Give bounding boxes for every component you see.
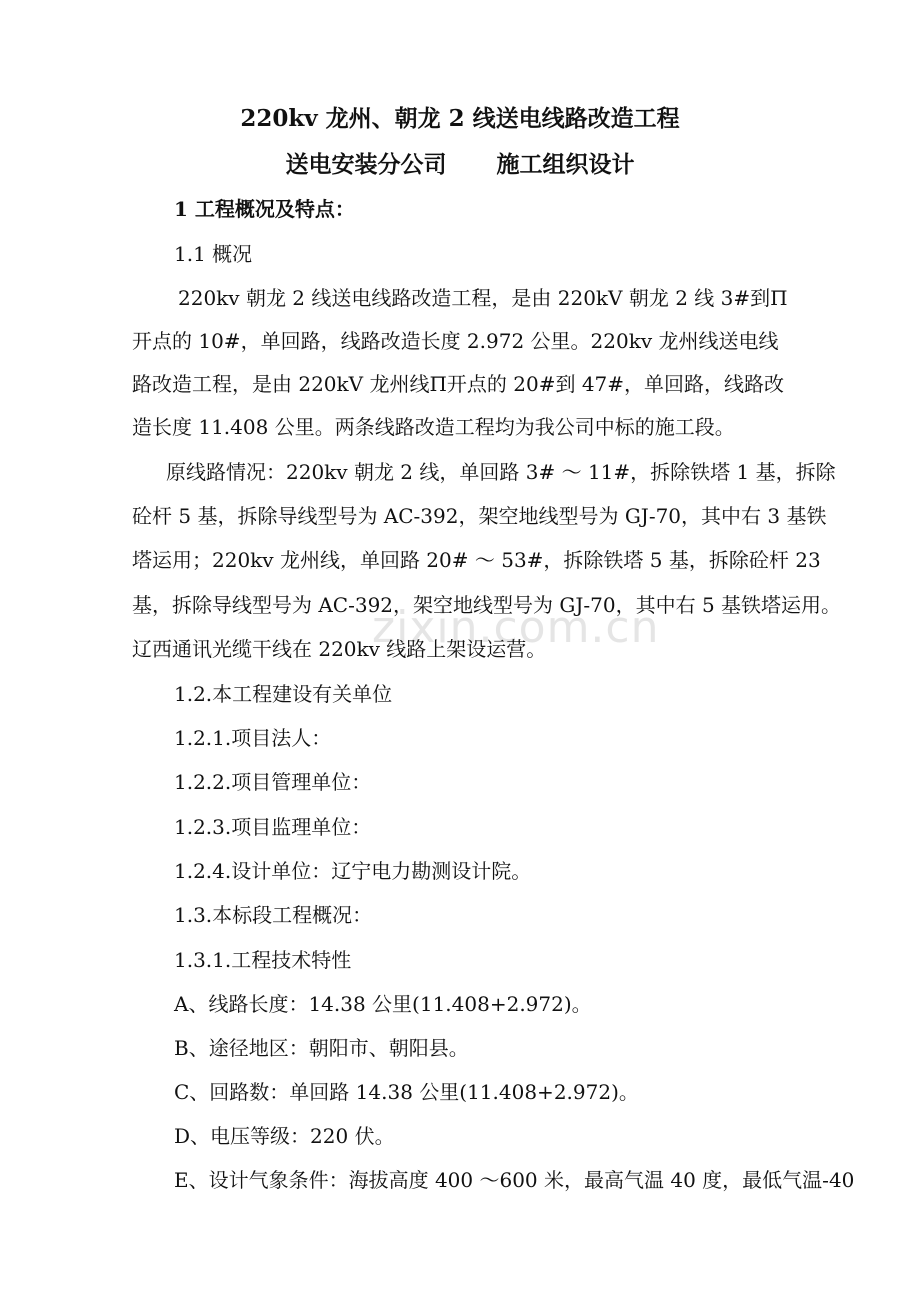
subtitle-company: 送电安装分公司	[285, 151, 447, 178]
paragraph-line: 基，拆除导线型号为 AC-392，架空地线型号为 GJ-70，其中右 5 基铁塔运用。	[132, 593, 842, 617]
paragraph-line: 220kv 朝龙 2 线送电线路改造工程，是由 220kV 朝龙 2 线 3#到Π	[178, 286, 788, 310]
subtitle-doc-type: 施工组织设计	[496, 151, 635, 178]
subsection-heading: 1.1 概况	[174, 242, 253, 266]
list-item: 1.2.2.项目管理单位：	[174, 770, 372, 794]
list-item: C、回路数：单回路 14.38 公里(11.408+2.972)。	[174, 1080, 639, 1104]
paragraph-line: 路改造工程，是由 220kV 龙州线Π开点的 20#到 47#，单回路，线路改	[132, 372, 785, 396]
list-item: 1.2.1.项目法人：	[174, 726, 332, 750]
list-item: 1.2.3.项目监理单位：	[174, 815, 372, 839]
list-item: E、设计气象条件：海拔高度 400 ～600 米，最高气温 40 度，最低气温-40	[174, 1168, 855, 1192]
paragraph-line: 造长度 11.408 公里。两条线路改造工程均为我公司中标的施工段。	[132, 415, 735, 439]
document-title: 220kv 龙州、朝龙 2 线送电线路改造工程	[240, 105, 680, 132]
paragraph-line: 砼杆 5 基，拆除导线型号为 AC-392，架空地线型号为 GJ-70，其中右 3 基铁	[132, 504, 827, 528]
document-subtitle	[0, 146, 920, 179]
paragraph-line: 开点的 10#，单回路，线路改造长度 2.972 公里。220kv 龙州线送电线	[132, 329, 779, 353]
list-item: D、电压等级：220 伏。	[174, 1124, 395, 1148]
watermark: zixin.com.cn	[372, 602, 660, 653]
list-item: 1.2.4.设计单位：辽宁电力勘测设计院。	[174, 859, 532, 883]
paragraph-line: 塔运用；220kv 龙州线，单回路 20# ～ 53#，拆除铁塔 5 基，拆除砼杆 23	[132, 548, 821, 572]
paragraph-line: 原线路情况：220kv 朝龙 2 线，单回路 3# ～ 11#，拆除铁塔 1 基，拆除	[166, 460, 836, 484]
list-item: A、线路长度：14.38 公里(11.408+2.972)。	[174, 992, 592, 1016]
list-item: 1.3.1.工程技术特性	[174, 948, 352, 972]
list-item: 1.3.本标段工程概况：	[174, 903, 373, 927]
list-item: 1.2.本工程建设有关单位	[174, 682, 393, 706]
section-heading: 1 工程概况及特点：	[174, 197, 355, 221]
paragraph-line: 辽西通讯光缆干线在 220kv 线路上架设运营。	[132, 637, 547, 661]
list-item: B、途径地区：朝阳市、朝阳县。	[174, 1036, 469, 1060]
